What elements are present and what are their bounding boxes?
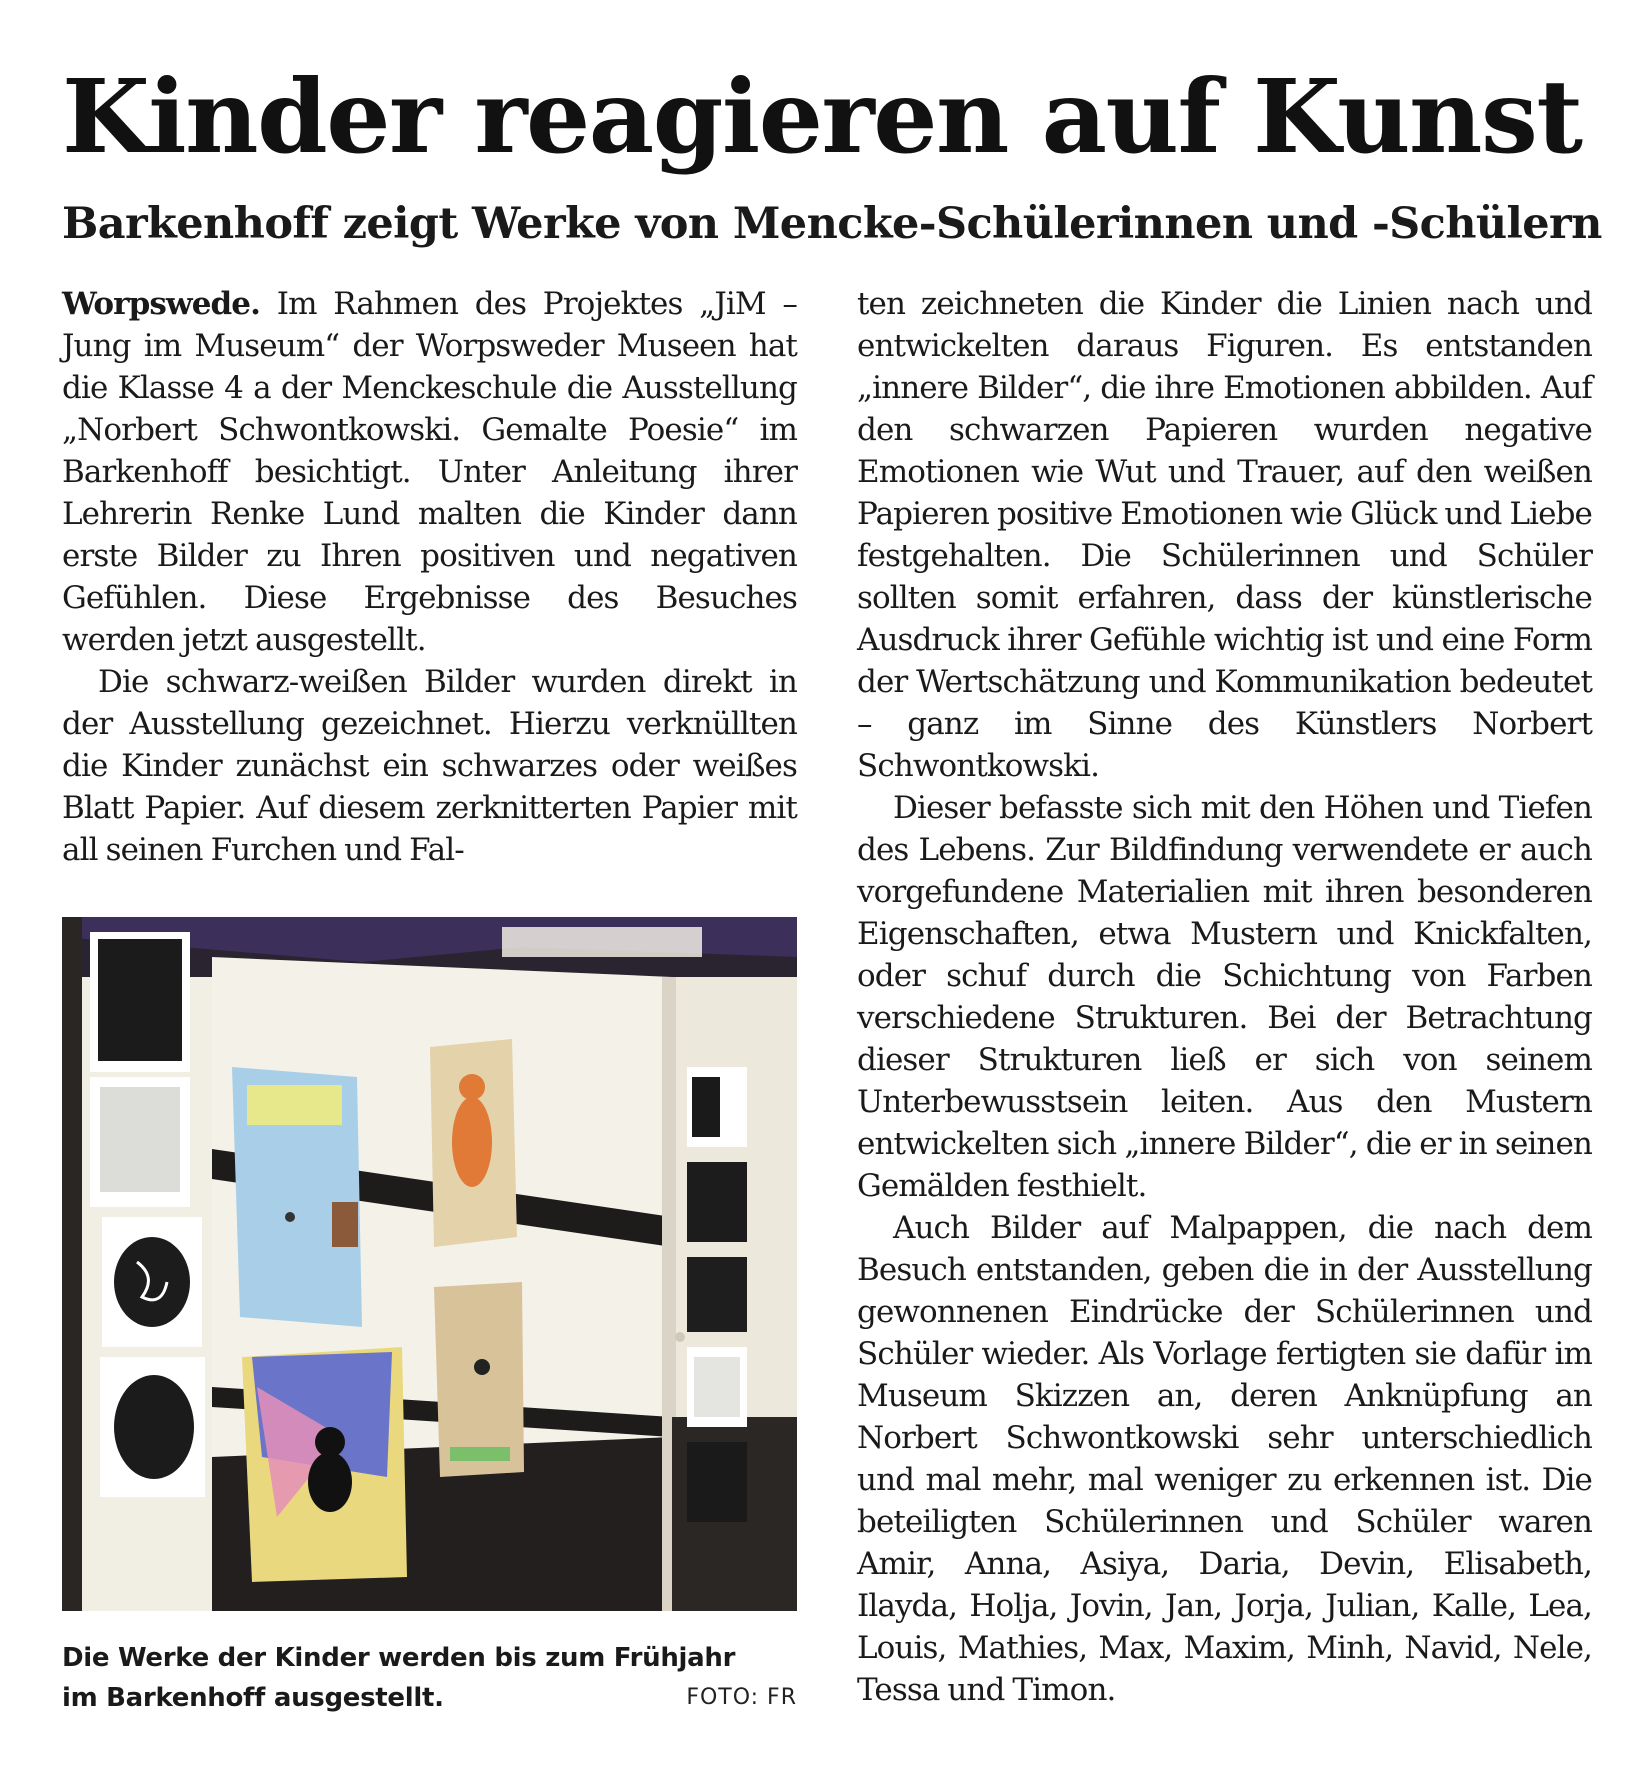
caption-line-2: im Barkenhoff ausgestellt. (62, 1683, 444, 1713)
exhibition-photo-illustration (62, 917, 797, 1611)
left-column (62, 283, 797, 871)
paragraph-1-text: Im Rahmen des Projektes „JiM – Jung im Museum“ der Worpsweder Museen hat die Klasse 4 a der Menckeschule die Ausstellung „Norbert Schwontkowski. Gemalte Poesie“ im Barkenhoff besichtigt. Unter Anleitung ihrer Lehrerin Renke Lund malten die Kinder dann erste Bilder zu Ihren positiven und negativen Gefühlen. Diese Ergebnisse des Besuches werden jetzt ausgestellt. (62, 286, 797, 658)
caption-line-1: Die Werke der Kinder werden bis zum Frühjahr (62, 1643, 736, 1673)
dateline: Worpswede. (62, 286, 261, 322)
article-photo (62, 917, 797, 1611)
photo-credit: FOTO: FR (686, 1685, 797, 1710)
paragraph-2: Die schwarz-weißen Bilder wurden direkt in der Ausstellung gezeichnet. Hierzu verknüllten die Kinder zunächst ein schwarzes oder weißes Blatt Papier. Auf diesem zerknitterten Papier mit all seinen Furchen und Fal- (62, 664, 797, 868)
photo-caption (62, 1638, 797, 1718)
subheadline: Barkenhoff zeigt Werke von Mencke-Schülerinnen und -Schülern (62, 199, 1602, 249)
right-column (857, 283, 1592, 1711)
paragraph-1 (62, 283, 797, 661)
paragraph-3: ten zeichneten die Kinder die Linien nach und entwickelten daraus Figuren. Es entstanden „innere Bilder“, die ihre Emotionen abbilden. Auf den schwarzen Papieren wurden negative Emotionen wie Wut und Trauer, auf den weißen Papieren positive Emotionen wie Glück und Liebe festgehalten. Die Schülerinnen und Schüler sollten somit erfahren, dass der künstlerische Ausdruck ihrer Gefühle wichtig ist und eine Form der Wertschätzung und Kommunikation bedeutet – ganz im Sinne des Künstlers Norbert Schwontkowski. (857, 286, 1592, 784)
headline: Kinder reagieren auf Kunst (62, 57, 1582, 176)
paragraph-5: Auch Bilder auf Malpappen, die nach dem Besuch entstanden, geben die in der Ausstellung gewonnenen Eindrücke der Schülerinnen und Schüler wieder. Als Vorlage fertigten sie dafür im Museum Skizzen an, deren Anknüpfung an Norbert Schwontkowski sehr unterschiedlich und mal mehr, mal weniger zu erkennen ist. Die beteiligten Schülerinnen und Schüler waren Amir, Anna, Asiya, Daria, Devin, Elisabeth, Ilayda, Holja, Jovin, Jan, Jorja, Julian, Kalle, Lea, Louis, Mathies, Max, Maxim, Minh, Navid, Nele, Tessa und Timon. (857, 1210, 1592, 1708)
paragraph-4: Dieser befasste sich mit den Höhen und Tiefen des Lebens. Zur Bildfindung verwendete er auch vorgefundene Materialien mit ihren besonderen Eigenschaften, etwa Mustern und Knickfalten, oder schuf durch die Schichtung von Farben verschiedene Strukturen. Bei der Betrachtung dieser Strukturen ließ er sich von seinem Unterbewusstsein leiten. Aus den Mustern entwickelten sich „innere Bilder“, die er in seinen Gemälden festhielt. (857, 790, 1592, 1204)
